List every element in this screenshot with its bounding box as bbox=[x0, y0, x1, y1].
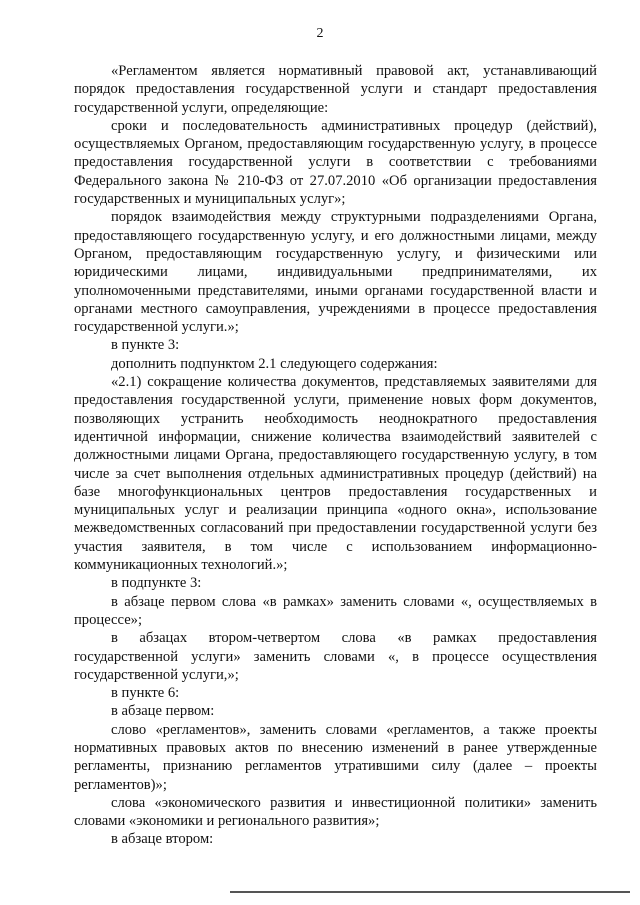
paragraph-add-subitem: дополнить подпунктом 2.1 следующего содержания: bbox=[111, 355, 438, 372]
paragraph-second-fourth-replace: в абзацах втором-четвертом слова «в рамках предоставления государственной услуги» заменить словами «, в процессе осуществления государственной услуги,»; bbox=[74, 630, 597, 683]
paragraph-item-3: в пункте 3: bbox=[111, 337, 180, 354]
paragraph-word-regulations: слово «регламентов», заменить словами «регламентов, а также проекты нормативных правовых актов по внесению изменений в ранее утвержденные регламенты, признанию регламентов утратившими силу (далее – проекты регламентов)»; bbox=[74, 721, 597, 793]
paragraph-second-abzac: в абзаце втором: bbox=[111, 831, 214, 848]
paragraph-subitem-2-1: «2.1) сокращение количества документов, представляемых заявителями для предоставления государственной услуги, применение новых форм документов, позволяющих устранить необходимость неоднократного предоставления идентичной информации, снижение количества взаимодействий заявителей с должностными лицами Органа, предоставляющего государственную услугу, в том числе за счет выполнения отдельных административных процедур (действий) на базе многофункциональных центров предоставления государственных и муниципальных услуг и реализации принципа «одного окна», использование межведомственных согласований при предоставлении государственной услуги без участия заявителя, в том числе с использованием информационно-коммуникационных технологий.»; bbox=[74, 374, 597, 574]
page-number: 2 bbox=[316, 26, 324, 41]
paragraph-words-economic: слова «экономического развития и инвестиционной политики» заменить словами «экономики и регионального развития»; bbox=[74, 794, 597, 830]
paragraph-first-abzac-replace: в абзаце первом слова «в рамках» заменить словами «, осуществляемых в процессе»; bbox=[74, 593, 597, 628]
paragraph-subitem-3: в подпункте 3: bbox=[111, 575, 202, 592]
paragraph-first-abzac: в абзаце первом: bbox=[111, 703, 215, 720]
paragraph-regulation-definition: «Регламентом является нормативный правовой акт, устанавливающий порядок предоставления государственной услуги и стандарт предоставления государственной услуги, определяющие: bbox=[74, 63, 597, 116]
paragraph-procedure-terms: сроки и последовательность административных процедур (действий), осуществляемых Органом, предоставляющим государственную услугу, в процессе предоставления государственной услуги в соответствии с требованиями Федерального закона № 210-ФЗ от 27.07.2010 «Об организации предоставления государственных и муниципальных услуг»; bbox=[74, 117, 597, 208]
bottom-scan-edge bbox=[230, 891, 630, 893]
paragraph-item-6: в пункте 6: bbox=[111, 685, 180, 702]
document-body bbox=[74, 62, 597, 849]
paragraph-interaction-order: порядок взаимодействия между структурными подразделениями Органа, предоставляющего государственную услугу, и его должностными лицами, между Органом, предоставляющим государственную услугу, и физическими или юридическими лицами, индивидуальными предпринимателями, их уполномоченными представителями, иными органами государственной власти и органами местного самоуправления, учреждениями в процессе предоставления государственной услуги.»; bbox=[74, 209, 597, 336]
